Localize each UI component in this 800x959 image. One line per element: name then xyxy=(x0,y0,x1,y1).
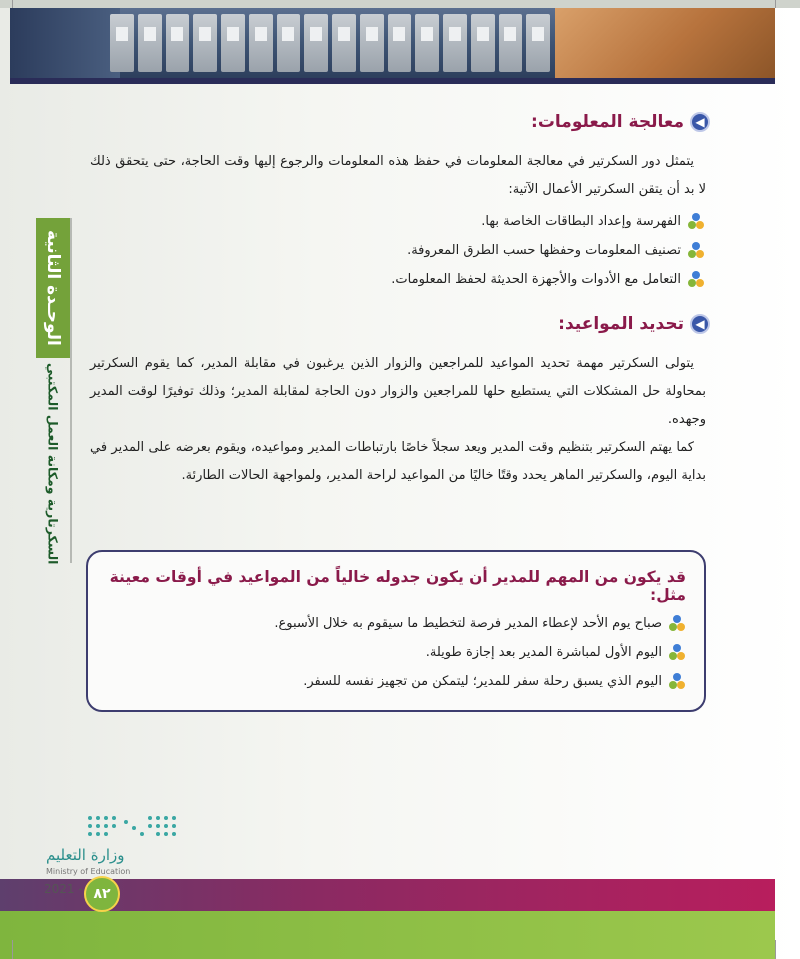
list-item-text: اليوم الذي يسبق رحلة سفر للمدير؛ ليتمكن من تجهيز نفسه للسفر. xyxy=(303,674,662,689)
binder xyxy=(415,14,439,72)
note-box xyxy=(86,550,706,712)
binder xyxy=(110,14,134,72)
binder xyxy=(388,14,412,72)
section-heading-information xyxy=(531,112,710,132)
paragraph-text: يتمثل دور السكرتير في معالجة المعلومات في حفظ هذه المعلومات والرجوع إليها وقت الحاجة، حتى يتحقق ذلك لا بد أن يتقن السكرتير الأعمال الآتية: xyxy=(90,154,706,197)
ministry-name-english: Ministry of Education xyxy=(46,867,131,876)
subject-label: السكرتارية ومكانة العمل المكتبي xyxy=(45,363,61,565)
side-divider xyxy=(70,218,72,563)
header-banner xyxy=(10,8,775,84)
list-item xyxy=(391,236,705,265)
list-item-text: الفهرسة وإعداد البطاقات الخاصة بها. xyxy=(481,214,681,229)
crop-mark xyxy=(12,0,13,8)
list-item xyxy=(391,207,705,236)
paragraph-text: كما يهتم السكرتير بتنظيم وقت المدير ويعد سجلاً خاصًا بارتباطات المدير ومواعيده، ويقوم بعرضه على المدير في بداية اليوم، والسكرتير الماهر يحدد وقتًا خاليًا من المواعيد لراحة المدير، ولمواجهة الحالات الطارئة. xyxy=(90,440,706,483)
unit-label: الوحـدة الثانية xyxy=(43,230,63,346)
binder xyxy=(249,14,273,72)
list-item-text: صباح يوم الأحد لإعطاء المدير فرصة لتخطيط ما سيقوم به خلال الأسبوع. xyxy=(274,616,662,631)
section-title: تحديد المواعيد: xyxy=(558,314,684,334)
list-item-text: اليوم الأول لمباشرة المدير بعد إجازة طويلة. xyxy=(425,645,662,660)
section-title: معالجة المعلومات: xyxy=(531,112,684,132)
banner-fade xyxy=(10,8,120,78)
crop-mark xyxy=(775,0,776,8)
list-item xyxy=(391,265,705,294)
footer-green-strip xyxy=(0,911,775,959)
subject-tab xyxy=(36,363,70,565)
crop-mark xyxy=(775,940,776,959)
bullet-cluster-icon xyxy=(669,673,686,690)
note-bullet-list xyxy=(274,609,686,696)
top-edge xyxy=(0,0,800,8)
bullet-cluster-icon xyxy=(669,644,686,661)
ministry-logo-icon xyxy=(88,812,180,842)
edition-year: 2021 - xyxy=(44,882,83,896)
list-item-text: تصنيف المعلومات وحفظها حسب الطرق المعروفة. xyxy=(407,243,681,258)
arrow-circle-icon: ◀ xyxy=(690,314,710,334)
side-tab xyxy=(0,218,70,563)
binder xyxy=(526,14,550,72)
bullet-cluster-icon xyxy=(688,213,705,230)
binder xyxy=(138,14,162,72)
binder xyxy=(277,14,301,72)
section-paragraph xyxy=(90,148,706,204)
bullet-cluster-icon xyxy=(669,615,686,632)
arrow-circle-icon: ◀ xyxy=(690,112,710,132)
paragraph-text: يتولى السكرتير مهمة تحديد المواعيد للمراجعين والزوار الذين يرغبون في مقابلة المدير، كما يقوم السكرتير بمحاولة حل المشكلات التي يستطيع حلها للمراجعين والزوار دون الحاجة لمقابلة المدير؛ وذلك توفيرًا لوقت المدير وجهده. xyxy=(90,356,706,427)
unit-tab xyxy=(36,218,70,358)
binder xyxy=(166,14,190,72)
list-item xyxy=(274,667,686,696)
section-heading-appointments xyxy=(558,314,710,334)
page-number: ٨٢ xyxy=(84,876,120,912)
crop-mark xyxy=(12,940,13,959)
binder xyxy=(304,14,328,72)
ministry-name-arabic: وزارة التعليم xyxy=(46,846,125,864)
binder xyxy=(221,14,245,72)
bullet-cluster-icon xyxy=(688,242,705,259)
list-item-text: التعامل مع الأدوات والأجهزة الحديثة لحفظ المعلومات. xyxy=(391,272,681,287)
binder xyxy=(332,14,356,72)
bullet-list xyxy=(391,207,705,294)
binder xyxy=(499,14,523,72)
bullet-cluster-icon xyxy=(688,271,705,288)
office-desk-photo xyxy=(555,8,775,78)
note-title: قد يكون من المهم للمدير أن يكون جدوله خالياً من المواعيد في أوقات معينة مثل: xyxy=(109,568,686,604)
binder xyxy=(443,14,467,72)
binder-shelf xyxy=(110,14,550,72)
binder xyxy=(193,14,217,72)
list-item xyxy=(274,638,686,667)
binder xyxy=(471,14,495,72)
binder xyxy=(360,14,384,72)
section-paragraph xyxy=(90,350,706,490)
list-item xyxy=(274,609,686,638)
